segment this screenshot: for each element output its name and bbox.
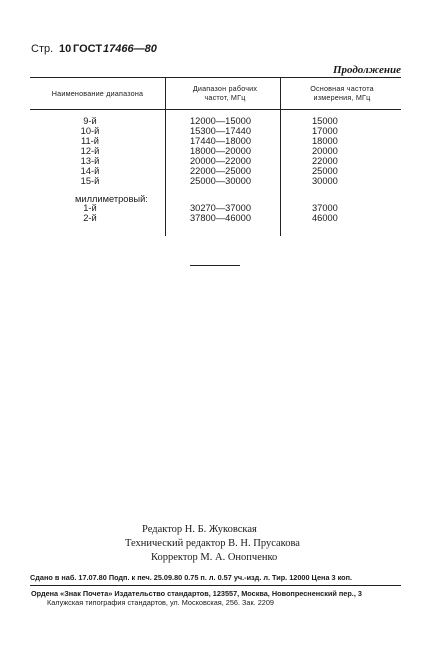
row-14-range: 22000—25000 bbox=[190, 166, 252, 176]
column-divider-1 bbox=[165, 78, 166, 236]
row-15-freq: 30000 bbox=[312, 176, 338, 186]
row-11-name: 11-й bbox=[81, 136, 99, 146]
row-10-freq: 17000 bbox=[312, 126, 338, 136]
mm-row-2-freq: 46000 bbox=[312, 213, 338, 223]
mm-row-1-range: 30270—37000 bbox=[190, 203, 252, 213]
row-14-name: 14-й bbox=[80, 166, 100, 176]
row-13-range: 20000—22000 bbox=[190, 156, 252, 166]
row-11-freq: 18000 bbox=[312, 136, 338, 146]
row-12-name: 12-й bbox=[80, 146, 100, 156]
imprint-line-3: Калужская типография стандартов, ул. Московская, 256. Зак. 2209 bbox=[47, 598, 274, 607]
imprint-rule bbox=[30, 585, 401, 586]
standard-code: 17466—80 bbox=[103, 43, 157, 55]
row-12-range: 18000—20000 bbox=[190, 146, 252, 156]
continuation-label: Продолжение bbox=[332, 64, 401, 76]
row-15-range: 25000—30000 bbox=[190, 176, 252, 186]
row-15-name: 15-й bbox=[80, 176, 100, 186]
mm-row-2-range: 37800—46000 bbox=[190, 213, 252, 223]
row-9-name: 9-й bbox=[83, 116, 97, 126]
page-number: 10 bbox=[59, 43, 72, 55]
mm-row-1-name: 1-й bbox=[83, 203, 97, 213]
page-label: Стр. bbox=[31, 43, 54, 55]
column-header-freq-text: Основная частота измерения, МГц bbox=[310, 84, 374, 102]
credit-tech-editor: Технический редактор В. Н. Прусакова bbox=[125, 538, 300, 549]
row-13-name: 13-й bbox=[80, 156, 100, 166]
column-header-range-text: Диапазон рабочих частот, МГц bbox=[192, 84, 258, 102]
row-10-name: 10-й bbox=[80, 126, 100, 136]
row-11-range: 17440—18000 bbox=[190, 136, 252, 146]
row-14-freq: 25000 bbox=[312, 166, 338, 176]
column-header-name bbox=[30, 89, 165, 98]
column-divider-2 bbox=[280, 78, 281, 236]
table-top-rule bbox=[30, 77, 401, 78]
end-rule bbox=[190, 265, 240, 266]
column-header-range bbox=[185, 84, 265, 102]
row-9-freq: 15000 bbox=[312, 116, 338, 126]
section-label: миллиметровый: bbox=[75, 194, 148, 204]
credits-block bbox=[125, 523, 300, 565]
imprint-line-1: Сдано в наб. 17.07.80 Подп. к печ. 25.09.80 0.75 п. л. 0.57 уч.-изд. л. Тир. 12000 Цена 3 коп. bbox=[30, 573, 353, 582]
row-12-freq: 20000 bbox=[312, 146, 338, 156]
credit-editor: Редактор Н. Б. Жуковская bbox=[142, 524, 257, 535]
imprint-line-2: Ордена «Знак Почета» Издательство стандартов, 123557, Москва, Новопресненский пер., 3 bbox=[31, 589, 362, 598]
standard-label: ГОСТ bbox=[73, 43, 103, 55]
row-9-range: 12000—15000 bbox=[190, 116, 252, 126]
column-header-name-text: Наименование диапазона bbox=[51, 89, 144, 98]
column-header-freq bbox=[292, 84, 392, 102]
credit-proofreader: Корректор М. А. Онопченко bbox=[151, 552, 278, 563]
mm-row-1-freq: 37000 bbox=[312, 203, 338, 213]
mm-row-2-name: 2-й bbox=[83, 213, 97, 223]
row-10-range: 15300—17440 bbox=[190, 126, 252, 136]
row-13-freq: 22000 bbox=[312, 156, 338, 166]
table-header-rule bbox=[30, 109, 401, 110]
